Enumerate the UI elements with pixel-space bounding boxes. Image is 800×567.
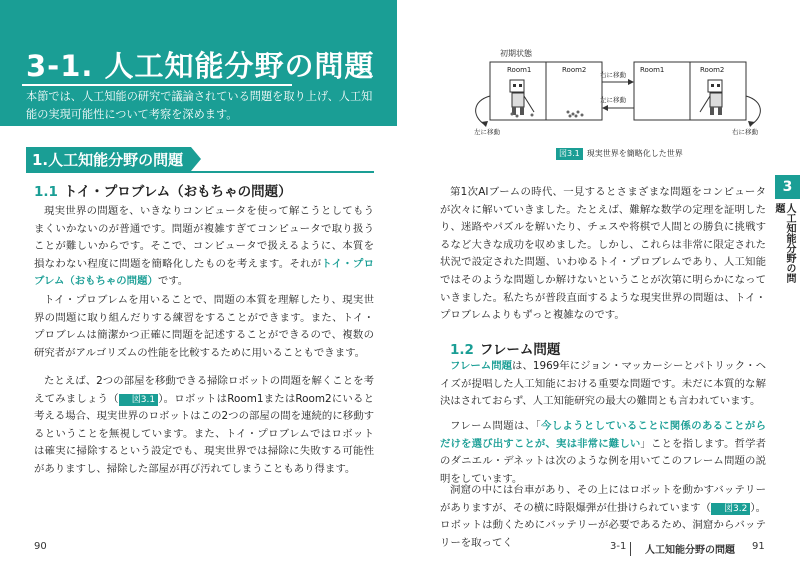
paragraph-cleaning-robot: たとえば、2つの部屋を移動できる掃除ロボットの問題を解くことを考えてみましょう（ 図3.1 ）。ロボットはRoom1またはRoom2にいると考える場合、現実世界のロボットはこの2つの部屋の間を連続的に移動するということを無視しています。また、トイ・プロブレムではロボットは確実に掃除するという設定でも、現実世界では掃除に失敗する可能性がありますし、掃除した部屋が再び汚れてしまうこともあり得ます。 bbox=[34, 375, 374, 475]
chapter-title: 3-1. 人工知能分野の問題 bbox=[26, 49, 375, 83]
footer-section-number: 3-1 bbox=[610, 541, 627, 552]
move-left-label-center: 左に移動 bbox=[600, 96, 626, 104]
figure-3-1-diagram bbox=[470, 46, 770, 164]
figure-reference-3-2[interactable]: 図3.2 bbox=[711, 503, 750, 515]
chapter-side-tab-label: 人工知能分野の問題 bbox=[773, 203, 795, 283]
subsection-1-2-heading: 1.2 フレーム問題 bbox=[450, 342, 561, 358]
room2-label-left: Room2 bbox=[562, 66, 587, 74]
chapter-side-tab bbox=[775, 175, 800, 285]
toy-problem-term: トイ・プロブレム（おもちゃの問題） bbox=[34, 257, 374, 288]
move-right-label-edge: 右に移動 bbox=[732, 128, 758, 136]
subsection-1-1-heading: 1.1 トイ・プロブレム（おもちゃの問題） bbox=[34, 184, 292, 200]
figure-caption: 図3.1 現実世界を簡略化した世界 bbox=[556, 148, 683, 160]
room1-label-left: Room1 bbox=[507, 66, 532, 74]
section-heading-text: 1.人工知能分野の問題 bbox=[32, 151, 184, 169]
frame-problem-definition-highlight: 今しようとしていることに関係のあることがらだけを選び出すことが、実は非常に難しい bbox=[440, 420, 766, 450]
move-left-label-edge: 左に移動 bbox=[474, 128, 500, 136]
figure-caption-tag: 図3.1 bbox=[556, 148, 583, 160]
frame-problem-term: フレーム問題 bbox=[450, 360, 513, 372]
room2-label-right: Room2 bbox=[700, 66, 725, 74]
figure-reference-3-1[interactable]: 図3.1 bbox=[119, 394, 158, 406]
paragraph-first-ai-boom: 第1次AIブームの時代、一見するとさまざまな問題をコンピュータが次々に解いていきました。たとえば、難解な数学の定理を証明したり、迷路やパズルを解いたり、チェスや将棋で人間との勝負に挑戦するなど大きな成功を収めました。しかし、これらは非常に限定された状況で設定された問題、いわゆるトイ・プロブレムであり、人工知能ではそのような問題しか解けないということが次第に明らかになっていきました。私たちが普段直面するような現実世界の問題は、トイ・プロブレムよりもずっと複雑なのです。 bbox=[440, 186, 766, 322]
footer-section-title: 人工知能分野の問題 bbox=[645, 545, 735, 556]
room1-label-right: Room1 bbox=[640, 66, 665, 74]
section-heading bbox=[26, 147, 206, 171]
section-rule bbox=[26, 171, 374, 173]
chapter-title-underline bbox=[22, 84, 292, 86]
left-page-number: 90 bbox=[34, 541, 47, 552]
chapter-side-tab-number: 3 bbox=[775, 175, 800, 199]
initial-state-label: 初期状態 bbox=[500, 49, 532, 58]
right-page-number: 91 bbox=[752, 541, 765, 552]
paragraph-toy-problem-use: トイ・プロブレムを用いることで、問題の本質を理解したり、現実世界の問題に取り組んだりする練習をすることができます。また、トイ・プロブレムは簡潔かつ正確に問題を記述することができるので、複数の研究者がアルゴリズムの性能を比較するために用いることもできます。 bbox=[34, 294, 374, 359]
paragraph-frame-problem-origin: フレーム問題は、1969年にジョン・マッカーシーとパトリック・ヘイズが提唱した人工知能における重要な問題です。未だに本質的な解決はされておらず、人工知能研究の最大の難問とも言われています。 bbox=[440, 360, 766, 408]
move-right-label-center: 右に移動 bbox=[600, 71, 626, 79]
chapter-intro: 本節では、人工知能の研究で議論されている問題を取り上げ、人工知能の実現可能性について考察を深めます。 bbox=[26, 90, 373, 121]
paragraph-toy-problem-intro: 現実世界の問題を、いきなりコンピュータを使って解こうとしてもうまくいかないのが普通です。問題が複雑すぎてコンピュータで取り扱うことが難しいからです。そこで、コンピュータで扱えるように、本質を損なわない程度に問題を簡略化したものを考えます。それがトイ・プロブレム（おもちゃの問題）です。 bbox=[34, 205, 374, 288]
paragraph-frame-problem-definition: フレーム問題は、「今しようとしていることに関係のあることがらだけを選び出すことが、実は非常に難しい」ことを指します。哲学者のダニエル・デネットは次のような例を用いてこのフレーム問題の説明をしています。 bbox=[440, 420, 767, 485]
footer-divider bbox=[630, 542, 631, 556]
paragraph-cave-example: 洞窟の中には台車があり、その上にはロボットを動かすバッテリーがありますが、その横に時限爆弾が仕掛けられています（ 図3.2 ）。ロボットは動くためにバッテリーが必要であるため、洞窟からバッテリーを取ってく bbox=[440, 484, 766, 549]
